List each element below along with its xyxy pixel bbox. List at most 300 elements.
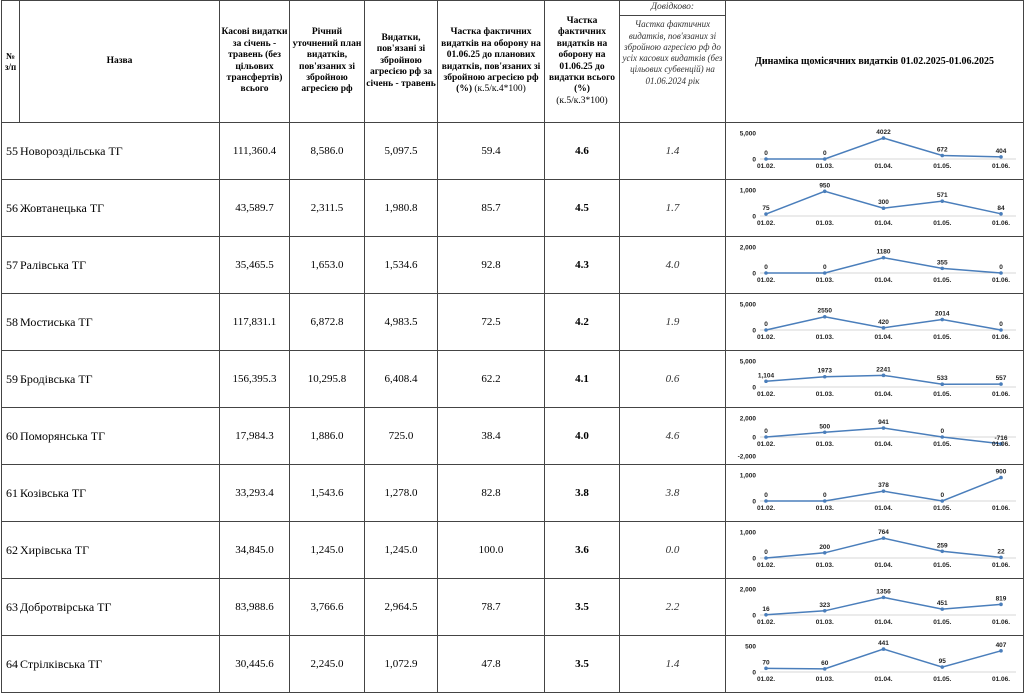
sparkline-point: [764, 556, 768, 560]
sparkline-value-label: 0: [764, 549, 768, 556]
sparkline-month-label: 01.03.: [815, 277, 834, 284]
dynamics-sparkline-cell: [726, 294, 1024, 351]
sparkline-point: [999, 382, 1003, 386]
annual-plan-cell: 3,766.6: [290, 579, 365, 636]
sparkline-axis-label: 5,000: [739, 301, 756, 309]
sparkline-point: [882, 326, 886, 330]
sparkline-axis-label: 2,000: [739, 586, 756, 594]
sparkline-axis-label: 500: [745, 643, 756, 651]
share-of-plan-cell: 47.8: [438, 636, 545, 693]
sparkline-value-label: 451: [936, 600, 948, 608]
sparkline-month-label: 01.03.: [815, 334, 834, 341]
sparkline-point: [999, 649, 1003, 653]
table-row: [2, 180, 1024, 237]
share-of-total-cell: 3.6: [545, 522, 620, 579]
share-of-plan-cell: 38.4: [438, 408, 545, 465]
sparkline-month-label: 01.02.: [756, 391, 776, 398]
community-name: Козівська ТГ: [20, 485, 87, 500]
community-name: Новороздільська ТГ: [20, 143, 123, 158]
sparkline-value-label: 1973: [817, 367, 832, 375]
reference-share-cell: 0.0: [620, 522, 726, 579]
community-name: Стрілківська ТГ: [20, 656, 103, 671]
sparkline-point: [764, 667, 768, 671]
reference-share-cell: 0.6: [620, 351, 726, 408]
sparkline-month-label: 01.04.: [874, 220, 893, 227]
table-row: [2, 522, 1024, 579]
sparkline-month-label: 01.05.: [933, 505, 952, 512]
sparkline-month-label: 01.04.: [874, 619, 893, 626]
aggression-expenses-cell: 6,408.4: [365, 351, 438, 408]
sparkline-point: [882, 374, 886, 378]
sparkline-month-label: 01.04.: [874, 505, 893, 512]
sparkline-value-label: 0: [940, 492, 945, 499]
annual-plan-cell: 1,245.0: [290, 522, 365, 579]
sparkline-value-label: 259: [936, 542, 948, 550]
total-expenses-cell: 17,984.3: [220, 408, 290, 465]
dynamics-sparkline-cell: [726, 465, 1024, 522]
sparkline-point: [764, 157, 768, 161]
sparkline-series-line: [766, 478, 1001, 501]
sparkline-point: [940, 607, 944, 611]
sparkline-month-label: 01.06.: [991, 277, 1011, 284]
row-number: 64: [6, 656, 18, 671]
share-of-total-cell: 4.2: [545, 294, 620, 351]
reference-share-cell: 4.0: [620, 237, 726, 294]
sparkline-point: [940, 382, 944, 386]
aggression-expenses-cell: 2,964.5: [365, 579, 438, 636]
sparkline-point: [764, 435, 768, 439]
community-name-cell: [2, 579, 220, 636]
community-name: Мостиська ТГ: [20, 314, 93, 329]
dynamics-sparkline-cell: [726, 636, 1024, 693]
header-number: № з/п: [2, 1, 20, 123]
sparkline-point: [764, 379, 768, 383]
aggression-expenses-cell: 1,980.8: [365, 180, 438, 237]
dynamics-sparkline-cell: [726, 522, 1024, 579]
sparkline-month-label: 01.02.: [756, 163, 776, 170]
sparkline-value-label: 900: [995, 468, 1007, 476]
reference-share-cell: 1.4: [620, 123, 726, 180]
sparkline-month-label: 01.06.: [991, 562, 1011, 569]
community-name-cell: [2, 351, 220, 408]
sparkline-month-label: 01.05.: [933, 220, 952, 227]
aggression-expenses-cell: 1,072.9: [365, 636, 438, 693]
sparkline-value-label: 95: [938, 658, 946, 666]
community-name-cell: [2, 180, 220, 237]
table-row: [2, 636, 1024, 693]
sparkline-month-label: 01.06.: [991, 334, 1011, 341]
sparkline-value-label: 950: [819, 182, 831, 190]
sparkline-axis-label: 0: [752, 270, 756, 278]
sparkline-value-label: 2241: [876, 366, 891, 374]
sparkline-month-label: 01.06.: [991, 441, 1011, 448]
share-of-plan-cell: 82.8: [438, 465, 545, 522]
sparkline-series-line: [766, 649, 1001, 669]
sparkline-point: [764, 271, 768, 275]
sparkline-value-label: 1180: [876, 248, 891, 256]
annual-plan-cell: 10,295.8: [290, 351, 365, 408]
defense-spending-table: [1, 0, 1024, 693]
sparkline-month-label: 01.05.: [933, 163, 952, 170]
annual-plan-cell: 1,543.6: [290, 465, 365, 522]
share-of-total-cell: 4.5: [545, 180, 620, 237]
total-expenses-cell: 111,360.4: [220, 123, 290, 180]
sparkline-point: [823, 499, 827, 503]
dynamics-sparkline-cell: [726, 408, 1024, 465]
header-reference: [620, 1, 726, 123]
sparkline-value-label: 75: [762, 205, 770, 213]
total-expenses-cell: 83,988.6: [220, 579, 290, 636]
sparkline-axis-label: 1,000: [739, 187, 756, 195]
sparkline-month-label: 01.02.: [756, 562, 776, 569]
sparkline-chart: [726, 180, 1022, 236]
community-name: Хирівська ТГ: [20, 542, 90, 557]
sparkline-value-label: 2550: [817, 307, 832, 315]
reference-share-cell: 3.8: [620, 465, 726, 522]
sparkline-chart: [726, 294, 1022, 350]
reference-share-cell: 1.4: [620, 636, 726, 693]
sparkline-value-label: 941: [878, 419, 889, 427]
sparkline-axis-label: 2,000: [739, 244, 756, 252]
header-annual-plan: Річний уточнений план видатків, пов'язаних зі збройною агресією рф: [290, 1, 365, 123]
sparkline-value-label: 60: [821, 659, 829, 667]
sparkline-month-label: 01.04.: [874, 391, 893, 398]
share-of-plan-cell: 100.0: [438, 522, 545, 579]
dynamics-sparkline-cell: [726, 579, 1024, 636]
sparkline-point: [823, 157, 827, 161]
dynamics-sparkline-cell: [726, 351, 1024, 408]
sparkline-value-label: 764: [878, 529, 889, 537]
table-row: [2, 351, 1024, 408]
sparkline-month-label: 01.03.: [815, 391, 834, 398]
sparkline-point: [999, 212, 1003, 216]
sparkline-axis-label: 0: [752, 669, 756, 677]
sparkline-month-label: 01.02.: [756, 505, 776, 512]
table-row: [2, 408, 1024, 465]
sparkline-value-label: 819: [995, 595, 1007, 603]
sparkline-value-label: 2014: [935, 310, 950, 318]
sparkline-month-label: 01.03.: [815, 619, 834, 626]
sparkline-month-label: 01.03.: [815, 163, 834, 170]
sparkline-month-label: 01.06.: [991, 619, 1011, 626]
sparkline-month-label: 01.03.: [815, 505, 834, 512]
table-row: [2, 465, 1024, 522]
sparkline-value-label: 1,104: [757, 372, 775, 380]
sparkline-value-label: 407: [995, 641, 1007, 649]
sparkline-chart: [726, 123, 1022, 179]
sparkline-month-label: 01.06.: [991, 163, 1011, 170]
sparkline-point: [882, 647, 886, 651]
sparkline-point: [882, 136, 886, 140]
sparkline-point: [764, 212, 768, 216]
sparkline-month-label: 01.05.: [933, 676, 952, 683]
sparkline-value-label: 323: [819, 601, 831, 609]
sparkline-point: [823, 667, 827, 671]
sparkline-point: [823, 315, 827, 319]
sparkline-point: [940, 665, 944, 669]
sparkline-value-label: 441: [878, 640, 889, 648]
annual-plan-cell: 2,245.0: [290, 636, 365, 693]
sparkline-axis-label: 5,000: [739, 358, 756, 366]
total-expenses-cell: 117,831.1: [220, 294, 290, 351]
sparkline-point: [823, 375, 827, 379]
share-of-plan-cell: 72.5: [438, 294, 545, 351]
sparkline-value-label: 0: [940, 428, 945, 435]
sparkline-point: [882, 596, 886, 600]
row-number: 58: [6, 314, 18, 329]
table-row: [2, 579, 1024, 636]
sparkline-point: [882, 256, 886, 260]
total-expenses-cell: 156,395.3: [220, 351, 290, 408]
community-name: Ралівська ТГ: [20, 257, 87, 272]
sparkline-value-label: 0: [999, 321, 1003, 328]
dynamics-sparkline-cell: [726, 123, 1024, 180]
table-row: [2, 237, 1024, 294]
community-name-cell: [2, 636, 220, 693]
sparkline-value-label: -716: [994, 434, 1008, 442]
reference-share-cell: 1.9: [620, 294, 726, 351]
reference-share-cell: 2.2: [620, 579, 726, 636]
sparkline-axis-label: 0: [752, 555, 756, 563]
sparkline-axis-label: 2,000: [739, 415, 756, 423]
sparkline-point: [940, 499, 944, 503]
row-number: 61: [6, 485, 18, 500]
sparkline-value-label: 557: [995, 375, 1007, 383]
sparkline-value-label: 0: [764, 492, 768, 499]
sparkline-value-label: 200: [819, 543, 831, 551]
sparkline-axis-label: 1,000: [739, 529, 756, 537]
sparkline-point: [940, 154, 944, 158]
reference-share-cell: 1.7: [620, 180, 726, 237]
sparkline-month-label: 01.05.: [933, 441, 952, 448]
aggression-expenses-cell: 1,278.0: [365, 465, 438, 522]
total-expenses-cell: 33,293.4: [220, 465, 290, 522]
sparkline-value-label: 70: [762, 659, 770, 667]
community-name-cell: [2, 408, 220, 465]
sparkline-point: [764, 499, 768, 503]
header-dynamics: Динаміка щомісячних видатків 01.02.2025-01.06.2025: [726, 1, 1024, 123]
aggression-expenses-cell: 4,983.5: [365, 294, 438, 351]
sparkline-value-label: 672: [936, 146, 948, 154]
sparkline-value-label: 0: [822, 264, 827, 271]
sparkline-month-label: 01.05.: [933, 391, 952, 398]
sparkline-value-label: 16: [762, 605, 770, 613]
header-name: Назва: [20, 1, 220, 123]
sparkline-month-label: 01.02.: [756, 277, 776, 284]
aggression-expenses-cell: 5,097.5: [365, 123, 438, 180]
sparkline-point: [764, 613, 768, 617]
annual-plan-cell: 2,311.5: [290, 180, 365, 237]
sparkline-point: [999, 556, 1003, 560]
sparkline-axis-label: 0: [752, 156, 756, 164]
row-number: 57: [6, 257, 18, 272]
aggression-expenses-cell: 1,245.0: [365, 522, 438, 579]
sparkline-month-label: 01.06.: [991, 220, 1011, 227]
row-number: 62: [6, 542, 18, 557]
sparkline-month-label: 01.04.: [874, 676, 893, 683]
share-of-plan-cell: 85.7: [438, 180, 545, 237]
sparkline-point: [882, 489, 886, 493]
row-number: 56: [6, 200, 18, 215]
sparkline-chart: [726, 522, 1022, 578]
community-name-cell: [2, 294, 220, 351]
sparkline-series-line: [766, 597, 1001, 614]
share-of-total-cell: 3.8: [545, 465, 620, 522]
sparkline-point: [940, 435, 944, 439]
community-name: Бродівська ТГ: [20, 371, 93, 386]
annual-plan-cell: 1,886.0: [290, 408, 365, 465]
aggression-expenses-cell: 725.0: [365, 408, 438, 465]
community-name: Жовтанецька ТГ: [20, 200, 105, 215]
sparkline-axis-label: -2,000: [737, 453, 756, 461]
sparkline-value-label: 300: [878, 199, 889, 207]
community-name-cell: [2, 237, 220, 294]
community-name: Добротвірська ТГ: [20, 599, 112, 614]
sparkline-month-label: 01.04.: [874, 441, 893, 448]
sparkline-point: [999, 476, 1003, 480]
table-row: [2, 294, 1024, 351]
sparkline-point: [999, 155, 1003, 159]
share-of-total-cell: 4.3: [545, 237, 620, 294]
sparkline-chart: [726, 465, 1022, 521]
row-number: 59: [6, 371, 18, 386]
sparkline-series-line: [766, 538, 1001, 558]
dynamics-sparkline-cell: [726, 237, 1024, 294]
share-of-plan-cell: 92.8: [438, 237, 545, 294]
sparkline-value-label: 355: [936, 259, 948, 267]
sparkline-month-label: 01.04.: [874, 562, 893, 569]
sparkline-point: [999, 271, 1003, 275]
sparkline-point: [823, 190, 827, 194]
header-aggression-expenses: Видатки, пов'язані зі збройною агресією рф за січень - травень: [365, 1, 438, 123]
header-total-expenses: Касові видатки за січень - травень (без цільових трансфертів) всього: [220, 1, 290, 123]
sparkline-point: [940, 318, 944, 322]
sparkline-value-label: 0: [764, 321, 768, 328]
share-of-total-cell: 3.5: [545, 636, 620, 693]
sparkline-chart: [726, 408, 1022, 464]
sparkline-value-label: 0: [764, 264, 768, 271]
row-number: 55: [6, 143, 18, 158]
sparkline-month-label: 01.06.: [991, 391, 1011, 398]
share-of-plan-cell: 62.2: [438, 351, 545, 408]
sparkline-series-line: [766, 258, 1001, 273]
total-expenses-cell: 34,845.0: [220, 522, 290, 579]
sparkline-value-label: 500: [819, 423, 831, 431]
row-number: 63: [6, 599, 18, 614]
sparkline-month-label: 01.05.: [933, 334, 952, 341]
total-expenses-cell: 30,445.6: [220, 636, 290, 693]
sparkline-month-label: 01.02.: [756, 220, 776, 227]
dynamics-sparkline-cell: [726, 180, 1024, 237]
sparkline-value-label: 84: [997, 204, 1005, 212]
sparkline-point: [999, 328, 1003, 332]
row-number: 60: [6, 428, 18, 443]
total-expenses-cell: 35,465.5: [220, 237, 290, 294]
sparkline-month-label: 01.02.: [756, 334, 776, 341]
sparkline-point: [940, 267, 944, 271]
sparkline-value-label: 1356: [876, 588, 891, 596]
sparkline-point: [823, 551, 827, 555]
community-name-cell: [2, 522, 220, 579]
sparkline-axis-label: 0: [752, 213, 756, 221]
sparkline-value-label: 0: [822, 150, 827, 157]
sparkline-value-label: 571: [936, 192, 948, 200]
sparkline-value-label: 378: [878, 482, 889, 490]
sparkline-point: [882, 426, 886, 430]
sparkline-point: [940, 549, 944, 553]
sparkline-month-label: 01.03.: [815, 562, 834, 569]
sparkline-month-label: 01.03.: [815, 220, 834, 227]
community-name: Поморянська ТГ: [20, 428, 106, 443]
aggression-expenses-cell: 1,534.6: [365, 237, 438, 294]
sparkline-value-label: 4022: [876, 129, 891, 137]
community-name-cell: [2, 465, 220, 522]
sparkline-month-label: 01.04.: [874, 277, 893, 284]
sparkline-axis-label: 1,000: [739, 472, 756, 480]
sparkline-point: [882, 536, 886, 540]
sparkline-axis-label: 5,000: [739, 130, 756, 138]
sparkline-axis-label: 0: [752, 327, 756, 335]
total-expenses-cell: 43,589.7: [220, 180, 290, 237]
sparkline-axis-label: 0: [752, 612, 756, 620]
sparkline-month-label: 01.03.: [815, 676, 834, 683]
annual-plan-cell: 6,872.8: [290, 294, 365, 351]
annual-plan-cell: 1,653.0: [290, 237, 365, 294]
sparkline-axis-label: 0: [752, 434, 756, 442]
sparkline-value-label: 0: [822, 492, 827, 499]
sparkline-point: [999, 603, 1003, 607]
sparkline-month-label: 01.02.: [756, 441, 776, 448]
share-of-total-cell: 4.1: [545, 351, 620, 408]
sparkline-value-label: 0: [764, 150, 768, 157]
sparkline-value-label: 404: [995, 147, 1007, 155]
header-share-of-total: Частка фактичних видатків на оборону на 01.06.25 до видатки всього (%) (к.5/к.3*100): [545, 1, 620, 123]
sparkline-point: [823, 609, 827, 613]
share-of-plan-cell: 59.4: [438, 123, 545, 180]
sparkline-month-label: 01.04.: [874, 163, 893, 170]
sparkline-point: [823, 271, 827, 275]
reference-text: Частка фактичних видатків, пов'язаних зі збройною агресією рф до усіх касових видатків (без цільових субвенцій) на 01.06.2024 рік: [622, 19, 723, 86]
sparkline-value-label: 0: [764, 428, 768, 435]
sparkline-month-label: 01.05.: [933, 619, 952, 626]
sparkline-series-line: [766, 138, 1001, 159]
share-of-total-cell: 4.6: [545, 123, 620, 180]
sparkline-value-label: 420: [878, 318, 889, 326]
sparkline-point: [882, 206, 886, 210]
sparkline-month-label: 01.05.: [933, 562, 952, 569]
sparkline-point: [823, 430, 827, 434]
community-name-cell: [2, 123, 220, 180]
annual-plan-cell: 8,586.0: [290, 123, 365, 180]
sparkline-month-label: 01.05.: [933, 277, 952, 284]
header-share-of-plan: Частка фактичних видатків на оборону на 01.06.25 до планових видатків, пов'язаних зі збройною агресією рф (%) (к.5/к.4*100): [438, 1, 545, 123]
sparkline-month-label: 01.02.: [756, 619, 776, 626]
sparkline-chart: [726, 579, 1022, 635]
sparkline-chart: [726, 237, 1022, 293]
sparkline-point: [940, 199, 944, 203]
reference-label: Довідково:: [620, 1, 725, 16]
sparkline-month-label: 01.06.: [991, 505, 1011, 512]
sparkline-chart: [726, 351, 1022, 407]
sparkline-axis-label: 0: [752, 384, 756, 392]
share-of-total-cell: 3.5: [545, 579, 620, 636]
sparkline-value-label: 533: [936, 375, 948, 383]
sparkline-axis-label: 0: [752, 498, 756, 506]
share-of-total-cell: 4.0: [545, 408, 620, 465]
table-row: [2, 123, 1024, 180]
sparkline-month-label: 01.02.: [756, 676, 776, 683]
sparkline-value-label: 22: [997, 548, 1005, 556]
